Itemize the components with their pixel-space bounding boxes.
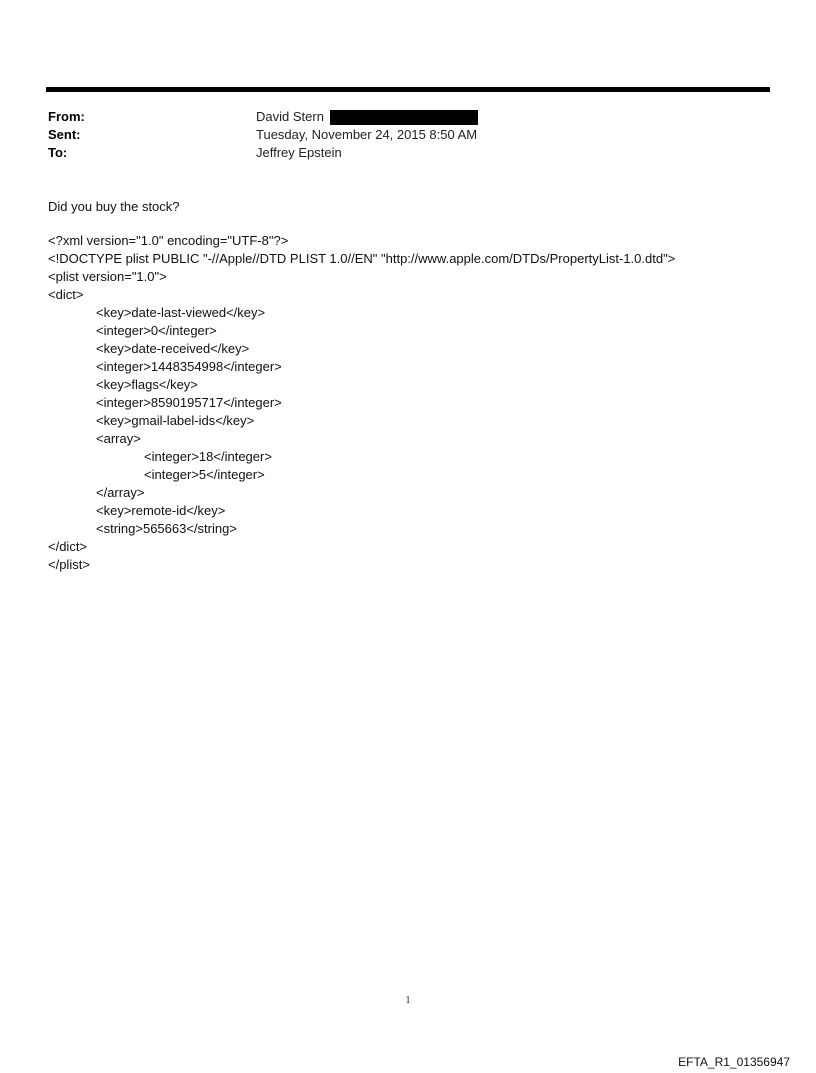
code-line: <integer>18</integer> bbox=[144, 449, 272, 464]
to-label: To: bbox=[48, 145, 68, 160]
from-value: David Stern bbox=[256, 109, 324, 124]
code-line: <array> bbox=[96, 431, 141, 446]
header-divider bbox=[46, 87, 770, 92]
sent-value: Tuesday, November 24, 2015 8:50 AM bbox=[256, 127, 478, 142]
from-label: From: bbox=[48, 109, 85, 124]
code-line: <integer>0</integer> bbox=[96, 323, 217, 338]
code-line: <key>gmail-label-ids</key> bbox=[96, 413, 255, 428]
page-number: 1 bbox=[405, 995, 411, 1006]
to-row bbox=[48, 144, 748, 162]
plist-code-block bbox=[48, 232, 788, 574]
from-row bbox=[48, 108, 748, 126]
code-line: <!DOCTYPE plist PUBLIC "-//Apple//DTD PLIST 1.0//EN" "http://www.apple.com/DTDs/PropertyList-1.0.dtd"> bbox=[48, 251, 676, 266]
code-line: <key>flags</key> bbox=[96, 377, 198, 392]
redaction-box bbox=[330, 110, 478, 125]
code-line: <key>date-last-viewed</key> bbox=[96, 305, 266, 320]
code-line: <integer>5</integer> bbox=[144, 467, 265, 482]
code-line: </dict> bbox=[48, 539, 88, 554]
email-body bbox=[48, 198, 788, 574]
code-line: <key>date-received</key> bbox=[96, 341, 250, 356]
code-line: <integer>8590195717</integer> bbox=[96, 395, 282, 410]
code-line: <dict> bbox=[48, 287, 84, 302]
code-line: <plist version="1.0"> bbox=[48, 269, 167, 284]
code-line: </array> bbox=[96, 485, 145, 500]
to-value: Jeffrey Epstein bbox=[256, 145, 342, 160]
bates-number: EFTA_R1_01356947 bbox=[678, 1055, 790, 1069]
code-line: <string>565663</string> bbox=[96, 521, 237, 536]
code-line: </plist> bbox=[48, 557, 90, 572]
greeting-text: Did you buy the stock? bbox=[48, 199, 180, 214]
sent-row bbox=[48, 126, 748, 144]
code-line: <key>remote-id</key> bbox=[96, 503, 226, 518]
sent-label: Sent: bbox=[48, 127, 81, 142]
email-header bbox=[48, 108, 748, 162]
code-line: <?xml version="1.0" encoding="UTF-8"?> bbox=[48, 233, 289, 248]
code-line: <integer>1448354998</integer> bbox=[96, 359, 282, 374]
